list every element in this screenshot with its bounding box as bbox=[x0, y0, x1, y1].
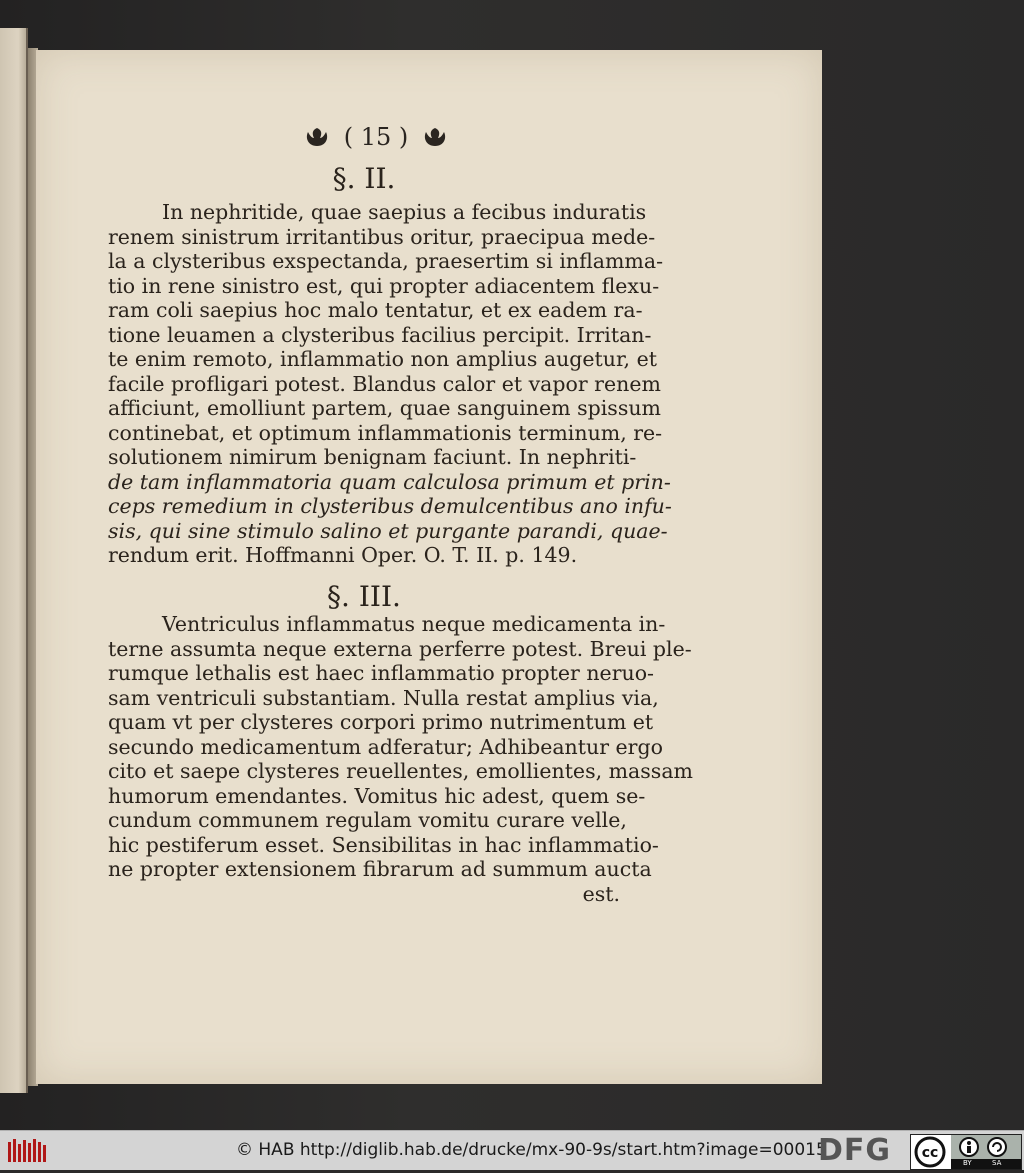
text-line: In nephritide, quae saepius a fecibus induratis bbox=[162, 200, 647, 224]
text-line: de tam inflammatoria quam calculosa primum et prin- bbox=[108, 469, 671, 494]
source-url-link[interactable]: © HAB http://diglib.hab.de/drucke/mx-90-9s/start.htm?image=00015 bbox=[236, 1140, 827, 1160]
text-line: Ventriculus inflammatus neque medicamenta in- bbox=[162, 612, 666, 636]
text-line: rumque lethalis est haec inflammatio propter neruo- bbox=[108, 661, 654, 685]
text-line: quam vt per clysteres corpori primo nutrimentum et bbox=[108, 710, 654, 734]
text-line: est. bbox=[582, 881, 620, 906]
text-line: solutionem nimirum benignam faciunt. In nephriti- bbox=[108, 445, 637, 469]
text-line: sis, qui sine stimulo salino et purgante parandi, quae- bbox=[108, 518, 668, 543]
text-line: sam ventriculi substantiam. Nulla restat amplius via, bbox=[108, 685, 659, 710]
text-line: humorum emendantes. Vomitus hic adest, quem se- bbox=[108, 783, 646, 808]
text-line: la a clysteribus exspectanda, praesertim si inflamma- bbox=[108, 249, 664, 273]
fleuron-right-icon bbox=[422, 126, 448, 148]
text-line: tione leuamen a clysteribus facilius percipit. Irritan- bbox=[108, 322, 652, 347]
license-badge[interactable] bbox=[910, 1134, 1022, 1170]
previous-page-edge bbox=[0, 28, 28, 1093]
section-heading-3: §. III. bbox=[327, 580, 401, 613]
section-heading-2: §. II. bbox=[332, 162, 396, 195]
text-line: ne propter extensionem fibrarum ad summum aucta bbox=[108, 857, 652, 881]
license-by-label: BY bbox=[963, 1159, 972, 1167]
text-line: cito et saepe clysteres reuellentes, emollientes, massam bbox=[108, 759, 693, 783]
text-line: te enim remoto, inflammatio non amplius augetur, et bbox=[108, 347, 657, 371]
text-line: continebat, et optimum inflammationis terminum, re- bbox=[108, 420, 663, 445]
text-line: facile profligari potest. Blandus calor et vapor renem bbox=[108, 371, 661, 396]
svg-text:cc: cc bbox=[921, 1145, 939, 1161]
page-number: ( 15 ) bbox=[343, 123, 409, 151]
text-line: ram coli saepius hoc malo tentatur, et ex eadem ra- bbox=[108, 298, 643, 322]
text-line: rendum erit. Hoffmanni Oper. O. T. II. p. 149. bbox=[108, 543, 578, 567]
library-logo-icon[interactable] bbox=[6, 1136, 50, 1166]
text-line: hic pestiferum esset. Sensibilitas in hac inflammatio- bbox=[108, 832, 659, 857]
viewer-footer bbox=[0, 1130, 1024, 1170]
text-line: secundo medicamentum adferatur; Adhibeantur ergo bbox=[108, 734, 663, 759]
text-line: afficiunt, emolliunt partem, quae sanguinem spissum bbox=[108, 396, 661, 420]
section-3-text bbox=[108, 612, 693, 906]
text-line: tio in rene sinistro est, qui propter adiacentem flexu- bbox=[108, 273, 660, 298]
text-line: cundum communem regulam vomitu curare velle, bbox=[108, 808, 627, 832]
text-line: terne assumta neque externa perferre potest. Breui ple- bbox=[108, 636, 692, 661]
dfg-logo: DFG bbox=[818, 1133, 892, 1168]
text-line: ceps remedium in clysteribus demulcentibus ano infu- bbox=[108, 494, 672, 518]
license-sa-label: SA bbox=[992, 1159, 1002, 1167]
page-header bbox=[276, 120, 476, 154]
section-2-text bbox=[108, 200, 672, 568]
text-line: renem sinistrum irritantibus oritur, praecipua mede- bbox=[108, 224, 656, 249]
fleuron-left-icon bbox=[304, 126, 330, 148]
